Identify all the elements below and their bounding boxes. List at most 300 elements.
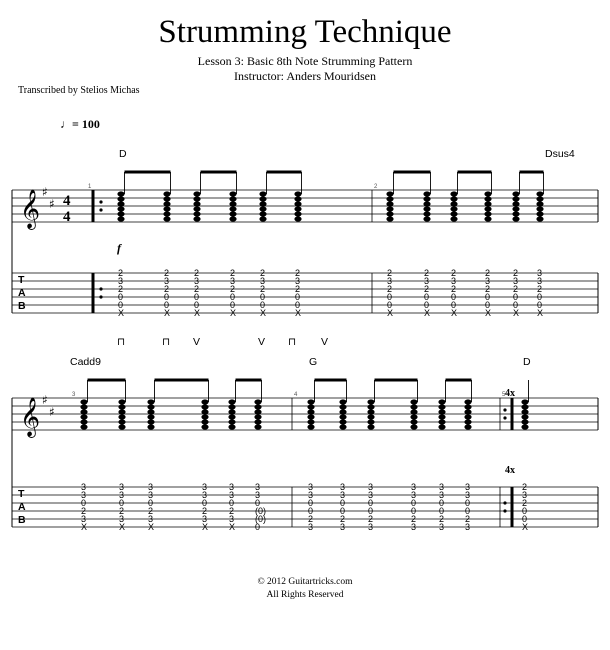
fret-number: X xyxy=(148,522,155,532)
fret-number: 0 xyxy=(465,498,471,508)
note-head xyxy=(254,404,261,409)
note-head xyxy=(367,404,374,409)
note-head xyxy=(367,424,374,429)
fret-number: X xyxy=(119,522,126,532)
note-head xyxy=(536,196,543,201)
repeat-dot xyxy=(503,501,506,504)
measure-number: 3 xyxy=(72,392,76,398)
fret-number: 0 xyxy=(513,300,519,310)
note-head xyxy=(307,409,314,414)
note-head xyxy=(201,419,208,424)
note-head xyxy=(193,191,200,196)
strum-direction-mark: ⊓ xyxy=(117,336,126,348)
fret-number: 2 xyxy=(230,268,236,278)
fret-number: X xyxy=(260,308,267,318)
note-head xyxy=(118,409,125,414)
note-head xyxy=(147,419,154,424)
fret-number: 3 xyxy=(119,482,125,492)
note-head xyxy=(423,216,430,221)
note-head xyxy=(484,216,491,221)
fret-number: 2 xyxy=(295,268,301,278)
fret-number: 3 xyxy=(229,514,235,524)
fret-number: 0 xyxy=(465,506,471,516)
fret-number: 3 xyxy=(119,514,125,524)
note-head xyxy=(410,414,417,419)
tab-clef-letter: A xyxy=(18,287,26,299)
note-head xyxy=(259,191,266,196)
fret-number: 3 xyxy=(81,514,87,524)
note-head xyxy=(201,424,208,429)
fret-number: X xyxy=(81,522,88,532)
note-head xyxy=(464,414,471,419)
repeat-dot xyxy=(99,295,102,298)
note-head xyxy=(438,404,445,409)
fret-number: 0 xyxy=(295,292,301,302)
fret-number: 0 xyxy=(439,498,445,508)
note-head xyxy=(163,211,170,216)
repeat-dot xyxy=(503,416,506,419)
fret-number: 2 xyxy=(118,284,124,294)
sharp-icon: ♯ xyxy=(42,393,48,407)
page-title: Strumming Technique xyxy=(158,14,452,50)
fret-number: (0) xyxy=(255,506,266,516)
fret-number: 3 xyxy=(255,482,261,492)
fret-number: 0 xyxy=(308,506,314,516)
fret-number: 2 xyxy=(202,506,208,516)
fret-number: 2 xyxy=(439,514,445,524)
note-head xyxy=(512,201,519,206)
repeat-dot xyxy=(99,200,102,203)
note-head xyxy=(521,409,528,414)
fret-number: 0 xyxy=(340,498,346,508)
fret-number: 0 xyxy=(230,300,236,310)
note-head xyxy=(464,419,471,424)
fret-number: 2 xyxy=(260,284,266,294)
measure-number: 1 xyxy=(88,184,92,190)
fret-number: 2 xyxy=(424,268,430,278)
fret-number: 3 xyxy=(81,490,87,500)
fret-number: 0 xyxy=(537,292,543,302)
note-head xyxy=(484,206,491,211)
fret-number: X xyxy=(295,308,302,318)
measure-number: 5 xyxy=(502,392,506,398)
fret-number: 0 xyxy=(230,292,236,302)
strum-direction-mark: V xyxy=(321,336,329,348)
fret-number: X xyxy=(513,308,520,318)
fret-number: 2 xyxy=(485,284,491,294)
note-head xyxy=(201,414,208,419)
note-head xyxy=(410,409,417,414)
note-head xyxy=(307,419,314,424)
note-head xyxy=(118,419,125,424)
fret-number: 3 xyxy=(340,522,346,532)
note-head xyxy=(163,201,170,206)
note-head xyxy=(484,191,491,196)
note-head xyxy=(259,196,266,201)
fret-number: 0 xyxy=(368,506,374,516)
fret-number: 2 xyxy=(537,284,543,294)
fret-number: 3 xyxy=(148,482,154,492)
note-head xyxy=(339,424,346,429)
fret-number: 2 xyxy=(411,514,417,524)
fret-number: 0 xyxy=(295,300,301,310)
fret-number: 2 xyxy=(119,506,125,516)
note-head xyxy=(512,216,519,221)
note-head xyxy=(410,419,417,424)
note-head xyxy=(117,196,124,201)
note-head xyxy=(254,399,261,404)
note-head xyxy=(512,211,519,216)
note-head xyxy=(193,196,200,201)
note-head xyxy=(201,404,208,409)
note-head xyxy=(229,201,236,206)
fret-number: 3 xyxy=(513,276,519,286)
note-head xyxy=(254,419,261,424)
note-head xyxy=(228,424,235,429)
note-head xyxy=(464,404,471,409)
note-head xyxy=(438,424,445,429)
fret-number: 3 xyxy=(118,276,124,286)
note-head xyxy=(464,409,471,414)
fret-number: 3 xyxy=(368,522,374,532)
fret-number: 3 xyxy=(368,482,374,492)
fret-number: 2 xyxy=(424,284,430,294)
treble-clef-icon: 𝄞 xyxy=(20,397,41,437)
note-head xyxy=(147,404,154,409)
note-head xyxy=(512,196,519,201)
note-head xyxy=(254,414,261,419)
fret-number: X xyxy=(229,522,236,532)
strum-direction-mark: ⊓ xyxy=(162,336,171,348)
fret-number: 3 xyxy=(260,276,266,286)
note-head xyxy=(163,191,170,196)
note-head xyxy=(339,409,346,414)
fret-number: 0 xyxy=(368,498,374,508)
chord-symbol: Cadd9 xyxy=(70,356,101,368)
fret-number: 3 xyxy=(308,522,314,532)
fret-number: 2 xyxy=(485,268,491,278)
fret-number: 2 xyxy=(522,498,528,508)
note-head xyxy=(423,211,430,216)
note-head xyxy=(228,409,235,414)
fret-number: 3 xyxy=(424,276,430,286)
note-head xyxy=(228,414,235,419)
fret-number: 0 xyxy=(424,300,430,310)
repeat-count: 4x xyxy=(505,388,515,399)
note-head xyxy=(193,201,200,206)
note-head xyxy=(367,409,374,414)
note-head xyxy=(339,404,346,409)
note-head xyxy=(307,414,314,419)
transcriber-credit: Transcribed by Stelios Michas xyxy=(18,85,140,96)
fret-number: 3 xyxy=(202,490,208,500)
note-head xyxy=(294,196,301,201)
fret-number: X xyxy=(451,308,458,318)
note-head xyxy=(259,206,266,211)
note-head xyxy=(193,206,200,211)
sharp-icon: ♯ xyxy=(42,185,48,199)
fret-number: 3 xyxy=(202,482,208,492)
fret-number: X xyxy=(118,308,125,318)
fret-number: 3 xyxy=(537,276,543,286)
fret-number: 0 xyxy=(411,506,417,516)
fret-number: 3 xyxy=(81,482,87,492)
note-head xyxy=(339,419,346,424)
fret-number: 3 xyxy=(202,514,208,524)
note-head xyxy=(386,211,393,216)
note-head xyxy=(118,424,125,429)
fret-number: 0 xyxy=(485,292,491,302)
tab-clef-letter: A xyxy=(18,501,26,513)
fret-number: 2 xyxy=(451,268,457,278)
note-head xyxy=(450,211,457,216)
repeat-dot xyxy=(503,408,506,411)
fret-number: (0) xyxy=(255,514,266,524)
fret-number: 3 xyxy=(411,482,417,492)
fret-number: 3 xyxy=(164,276,170,286)
fret-number: X xyxy=(194,308,201,318)
fret-number: 0 xyxy=(164,300,170,310)
fret-number: 3 xyxy=(229,490,235,500)
repeat-count: 4x xyxy=(505,465,515,476)
note-head xyxy=(484,196,491,201)
time-signature-top: 4 xyxy=(63,193,71,209)
tab-clef-letter: T xyxy=(18,488,25,500)
fret-number: 0 xyxy=(451,300,457,310)
dynamic-marking: f xyxy=(117,241,121,255)
fret-number: 0 xyxy=(118,292,124,302)
note-head xyxy=(147,399,154,404)
fret-number: 0 xyxy=(485,300,491,310)
note-head xyxy=(450,191,457,196)
note-head xyxy=(229,211,236,216)
strum-direction-mark: V xyxy=(258,336,266,348)
note-head xyxy=(423,191,430,196)
note-head xyxy=(521,399,528,404)
fret-number: 0 xyxy=(260,292,266,302)
note-head xyxy=(464,424,471,429)
fret-number: 3 xyxy=(148,490,154,500)
fret-number: 3 xyxy=(465,490,471,500)
fret-number: 0 xyxy=(148,498,154,508)
fret-number: 0 xyxy=(522,506,528,516)
treble-clef-icon: 𝄞 xyxy=(20,189,41,229)
note-head xyxy=(450,206,457,211)
note-head xyxy=(229,216,236,221)
fret-number: 2 xyxy=(513,284,519,294)
tab-clef-letter: B xyxy=(18,300,26,312)
fret-number: 2 xyxy=(308,514,314,524)
fret-number: 3 xyxy=(439,490,445,500)
fret-number: 3 xyxy=(522,490,528,500)
repeat-dot xyxy=(503,509,506,512)
fret-number: 0 xyxy=(387,300,393,310)
chord-symbol: G xyxy=(309,356,318,368)
note-head xyxy=(118,399,125,404)
note-head xyxy=(339,399,346,404)
fret-number: 0 xyxy=(308,498,314,508)
note-head xyxy=(307,404,314,409)
fret-number: 3 xyxy=(411,490,417,500)
chord-symbol: D xyxy=(119,148,127,160)
chord-symbol: D xyxy=(523,356,531,368)
fret-number: 2 xyxy=(229,506,235,516)
note-head xyxy=(193,216,200,221)
measure-number: 4 xyxy=(294,392,298,398)
fret-number: 3 xyxy=(230,276,236,286)
fret-number: X xyxy=(164,308,171,318)
note-head xyxy=(80,409,87,414)
fret-number: 0 xyxy=(340,506,346,516)
note-head xyxy=(259,211,266,216)
fret-number: 0 xyxy=(194,300,200,310)
fret-number: 2 xyxy=(260,268,266,278)
note-head xyxy=(117,206,124,211)
note-head xyxy=(307,399,314,404)
fret-number: 2 xyxy=(118,268,124,278)
note-head xyxy=(228,419,235,424)
fret-number: 3 xyxy=(308,482,314,492)
fret-number: 2 xyxy=(230,284,236,294)
note-head xyxy=(118,404,125,409)
fret-number: 0 xyxy=(164,292,170,302)
fret-number: 3 xyxy=(295,276,301,286)
fret-number: 3 xyxy=(194,276,200,286)
note-head xyxy=(117,191,124,196)
fret-number: 2 xyxy=(340,514,346,524)
note-head xyxy=(254,409,261,414)
fret-number: 0 xyxy=(119,498,125,508)
fret-number: X xyxy=(537,308,544,318)
note-head xyxy=(521,424,528,429)
note-head xyxy=(80,424,87,429)
fret-number: 3 xyxy=(368,490,374,500)
rights-text: All Rights Reserved xyxy=(266,590,344,600)
note-head xyxy=(512,191,519,196)
note-head xyxy=(80,404,87,409)
note-head xyxy=(201,399,208,404)
sharp-icon: ♯ xyxy=(49,405,55,419)
strum-direction-mark: ⊓ xyxy=(288,336,297,348)
note-head xyxy=(80,399,87,404)
fret-number: 0 xyxy=(451,292,457,302)
fret-number: 2 xyxy=(164,268,170,278)
fret-number: 3 xyxy=(439,522,445,532)
note-head xyxy=(386,216,393,221)
tempo-value: = 100 xyxy=(72,117,100,131)
note-head xyxy=(229,196,236,201)
fret-number: 3 xyxy=(451,276,457,286)
note-head xyxy=(367,414,374,419)
strum-direction-mark: V xyxy=(193,336,201,348)
note-head xyxy=(386,206,393,211)
note-head xyxy=(294,206,301,211)
note-head xyxy=(80,414,87,419)
fret-number: 3 xyxy=(340,482,346,492)
note-head xyxy=(386,196,393,201)
note-head xyxy=(410,424,417,429)
fret-number: 0 xyxy=(411,498,417,508)
note-head xyxy=(438,409,445,414)
note-head xyxy=(450,216,457,221)
note-head xyxy=(147,409,154,414)
note-head xyxy=(464,399,471,404)
note-head xyxy=(229,206,236,211)
fret-number: 3 xyxy=(537,268,543,278)
note-head xyxy=(228,399,235,404)
fret-number: 2 xyxy=(387,284,393,294)
fret-number: 3 xyxy=(340,490,346,500)
sharp-icon: ♯ xyxy=(49,197,55,211)
fret-number: X xyxy=(387,308,394,318)
fret-number: 0 xyxy=(202,498,208,508)
fret-number: 0 xyxy=(194,292,200,302)
note-head xyxy=(536,211,543,216)
note-head xyxy=(410,404,417,409)
fret-number: 0 xyxy=(513,292,519,302)
note-head xyxy=(117,216,124,221)
note-head xyxy=(147,424,154,429)
fret-number: 0 xyxy=(81,498,87,508)
note-head xyxy=(386,201,393,206)
note-head xyxy=(117,211,124,216)
note-head xyxy=(423,196,430,201)
measure-number: 2 xyxy=(374,184,378,190)
fret-number: 3 xyxy=(387,276,393,286)
fret-number: 2 xyxy=(387,268,393,278)
note-head xyxy=(339,414,346,419)
note-head xyxy=(536,201,543,206)
fret-number: 0 xyxy=(255,522,261,532)
note-head xyxy=(423,201,430,206)
fret-number: 3 xyxy=(119,490,125,500)
fret-number: 3 xyxy=(255,490,261,500)
chord-symbol: Dsus4 xyxy=(545,148,575,160)
note-head xyxy=(450,196,457,201)
note-head xyxy=(229,191,236,196)
note-head xyxy=(259,201,266,206)
note-head xyxy=(536,206,543,211)
note-head xyxy=(536,216,543,221)
instructor-subtitle: Instructor: Anders Mouridsen xyxy=(234,69,376,83)
note-head xyxy=(438,414,445,419)
note-head xyxy=(201,409,208,414)
fret-number: 3 xyxy=(411,522,417,532)
fret-number: 0 xyxy=(424,292,430,302)
note-head xyxy=(147,414,154,419)
note-head xyxy=(259,216,266,221)
note-head xyxy=(163,206,170,211)
note-head xyxy=(410,399,417,404)
note-head xyxy=(117,201,124,206)
fret-number: 3 xyxy=(485,276,491,286)
fret-number: 3 xyxy=(439,482,445,492)
note-head xyxy=(484,201,491,206)
fret-number: 2 xyxy=(522,482,528,492)
fret-number: 3 xyxy=(308,490,314,500)
fret-number: 2 xyxy=(451,284,457,294)
note-head xyxy=(254,424,261,429)
fret-number: 0 xyxy=(229,498,235,508)
fret-number: 0 xyxy=(439,506,445,516)
note-head xyxy=(367,399,374,404)
fret-number: X xyxy=(485,308,492,318)
fret-number: X xyxy=(424,308,431,318)
fret-number: 2 xyxy=(513,268,519,278)
fret-number: 2 xyxy=(164,284,170,294)
note-head xyxy=(294,211,301,216)
fret-number: 3 xyxy=(465,522,471,532)
